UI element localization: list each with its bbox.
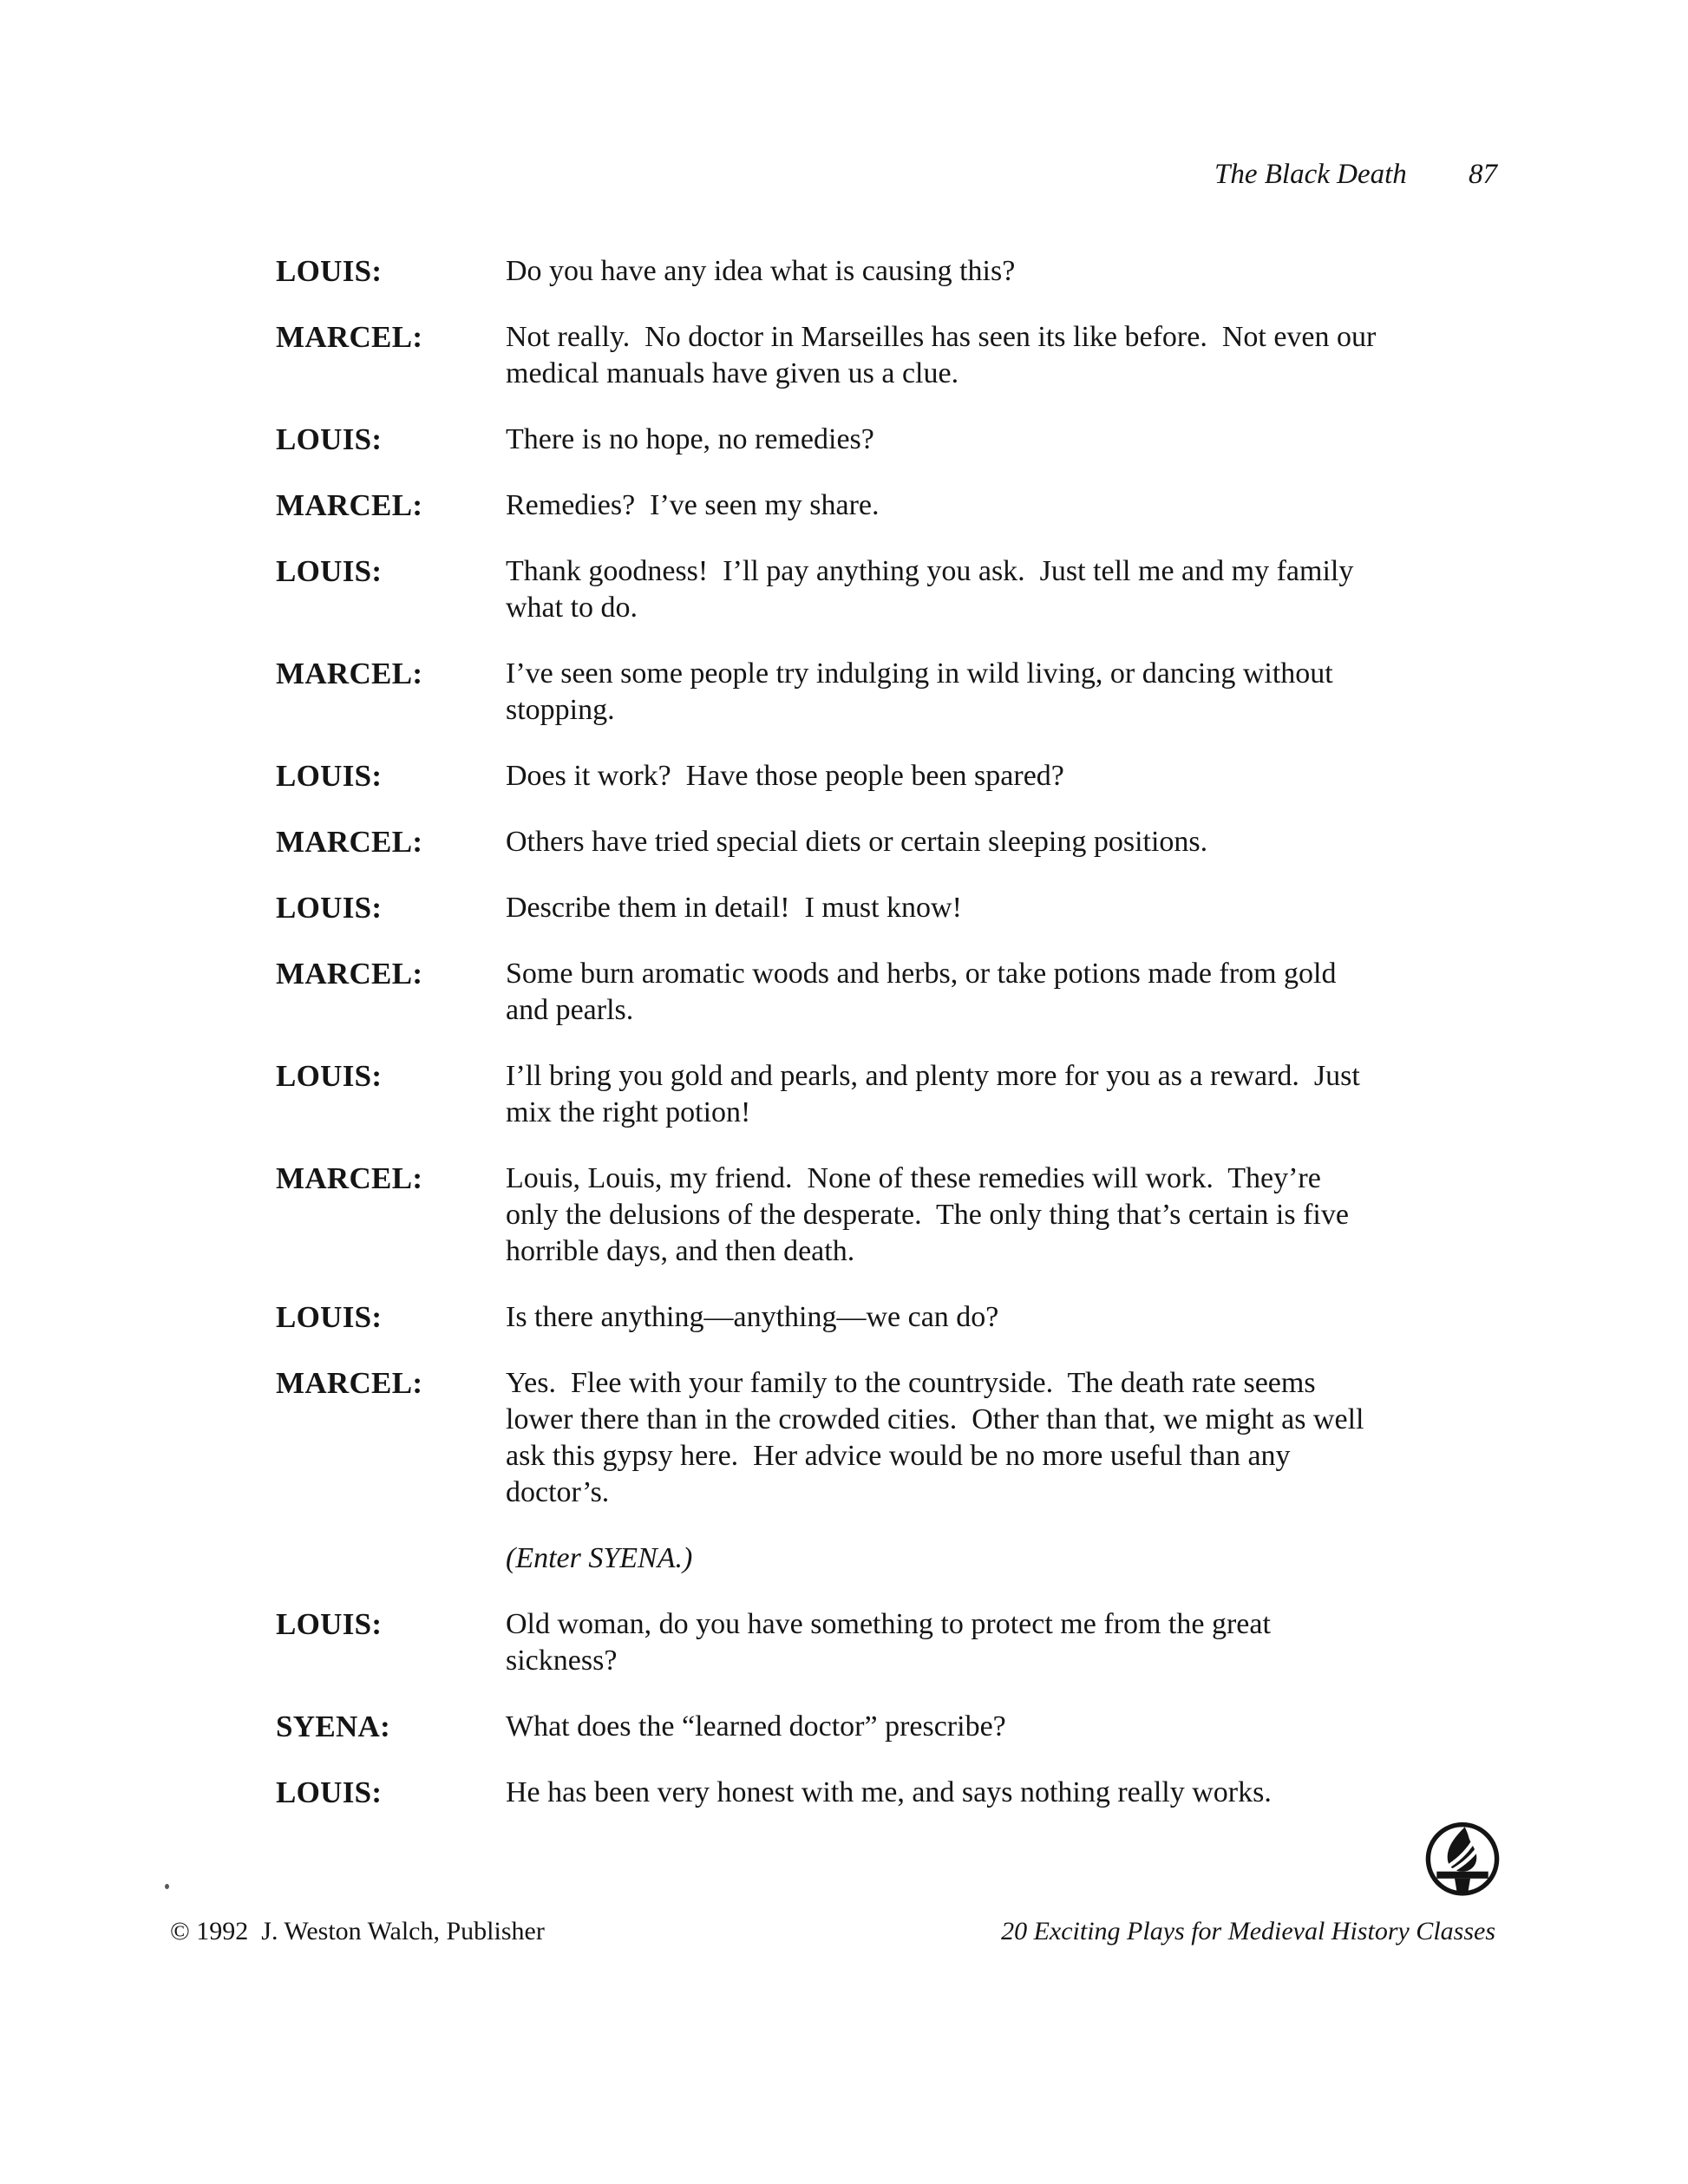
dialogue-entry bbox=[276, 824, 1386, 860]
speaker-label: SYENA: bbox=[276, 1710, 391, 1743]
running-head-title: The Black Death bbox=[1214, 159, 1407, 190]
dialogue-text: Remedies? I’ve seen my share. bbox=[506, 489, 880, 521]
speaker-label: MARCEL: bbox=[276, 1161, 423, 1195]
dialogue-entry bbox=[276, 758, 1386, 794]
dialogue-text: I’ll bring you gold and pearls, and plenty more for you as a reward. Just mix the right potion! bbox=[506, 1060, 1360, 1128]
dialogue-entry bbox=[276, 890, 1386, 926]
dialogue-text: He has been very honest with me, and says nothing really works. bbox=[506, 1776, 1272, 1808]
dialogue-text: Thank goodness! I’ll pay anything you ask. Just tell me and my family what to do. bbox=[506, 555, 1354, 624]
dialogue-entry bbox=[276, 1161, 1386, 1270]
dialogue-entry bbox=[276, 422, 1386, 458]
speaker-label: LOUIS: bbox=[276, 1300, 383, 1334]
dialogue-text: Old woman, do you have something to protect me from the great sickness? bbox=[506, 1608, 1271, 1677]
dialogue-text: Louis, Louis, my friend. None of these remedies will work. They’re only the delusions of the desperate. The only thing that’s certain is five horrible days, and then death. bbox=[506, 1162, 1349, 1267]
speaker-label: MARCEL: bbox=[276, 657, 423, 690]
speaker-label: LOUIS: bbox=[276, 554, 383, 588]
dialogue-entry bbox=[276, 487, 1386, 524]
scan-artifact-dot bbox=[165, 1884, 169, 1889]
dialogue-text: Others have tried special diets or certain sleeping positions. bbox=[506, 826, 1208, 858]
speaker-label: LOUIS: bbox=[276, 759, 383, 793]
dialogue-entry bbox=[276, 1299, 1386, 1336]
dialogue-text: Describe them in detail! I must know! bbox=[506, 892, 962, 924]
speaker-label: MARCEL: bbox=[276, 1366, 423, 1400]
dialogue-entry bbox=[276, 553, 1386, 626]
speaker-label: LOUIS: bbox=[276, 422, 383, 456]
speaker-label: LOUIS: bbox=[276, 1775, 383, 1809]
dialogue-text: Do you have any idea what is causing this? bbox=[506, 255, 1016, 287]
dialogue-entry bbox=[276, 1365, 1386, 1511]
dialogue-text: Some burn aromatic woods and herbs, or take potions made from gold and pearls. bbox=[506, 958, 1337, 1026]
page-number: 87 bbox=[1469, 159, 1497, 190]
dialogue-entry bbox=[276, 1775, 1386, 1811]
copyright-notice: © 1992 J. Weston Walch, Publisher bbox=[170, 1917, 545, 1945]
dialogue-text: Not really. No doctor in Marseilles has seen its like before. Not even our medical manuals have given us a clue. bbox=[506, 321, 1377, 389]
dialogue-text: There is no hope, no remedies? bbox=[506, 423, 874, 455]
dialogue-list bbox=[276, 253, 1386, 1841]
dialogue-text: Yes. Flee with your family to the countryside. The death rate seems lower there than in the crowded cities. Other than that, we might as well ask this gypsy here. Her advice would be no more useful than any doctor’s. bbox=[506, 1367, 1364, 1508]
dialogue-entry bbox=[276, 1709, 1386, 1745]
dialogue-entry bbox=[276, 1058, 1386, 1131]
speaker-label bbox=[276, 1540, 506, 1577]
dialogue-entry bbox=[276, 1606, 1386, 1679]
dialogue-text: Does it work? Have those people been spared? bbox=[506, 760, 1064, 792]
speaker-label: LOUIS: bbox=[276, 1059, 383, 1093]
speaker-label: LOUIS: bbox=[276, 1607, 383, 1641]
dialogue-entry bbox=[276, 253, 1386, 290]
speaker-label: LOUIS: bbox=[276, 891, 383, 925]
speaker-label: MARCEL: bbox=[276, 488, 423, 522]
book-title: 20 Exciting Plays for Medieval History Classes bbox=[1001, 1917, 1495, 1945]
torch-icon bbox=[1423, 1818, 1502, 1905]
speaker-label: MARCEL: bbox=[276, 957, 423, 991]
dialogue-text: What does the “learned doctor” prescribe? bbox=[506, 1710, 1006, 1743]
dialogue-entry bbox=[276, 956, 1386, 1029]
dialogue-entry bbox=[276, 656, 1386, 729]
dialogue-text: Is there anything—anything—we can do? bbox=[506, 1301, 999, 1333]
dialogue-entry bbox=[276, 319, 1386, 392]
dialogue-text: I’ve seen some people try indulging in wild living, or dancing without stopping. bbox=[506, 657, 1333, 726]
speaker-label: MARCEL: bbox=[276, 825, 423, 859]
dialogue-text: (Enter SYENA.) bbox=[506, 1542, 693, 1574]
dialogue-entry bbox=[276, 1540, 1386, 1577]
speaker-label: LOUIS: bbox=[276, 254, 383, 288]
page-header bbox=[1214, 159, 1497, 191]
speaker-label: MARCEL: bbox=[276, 320, 423, 354]
